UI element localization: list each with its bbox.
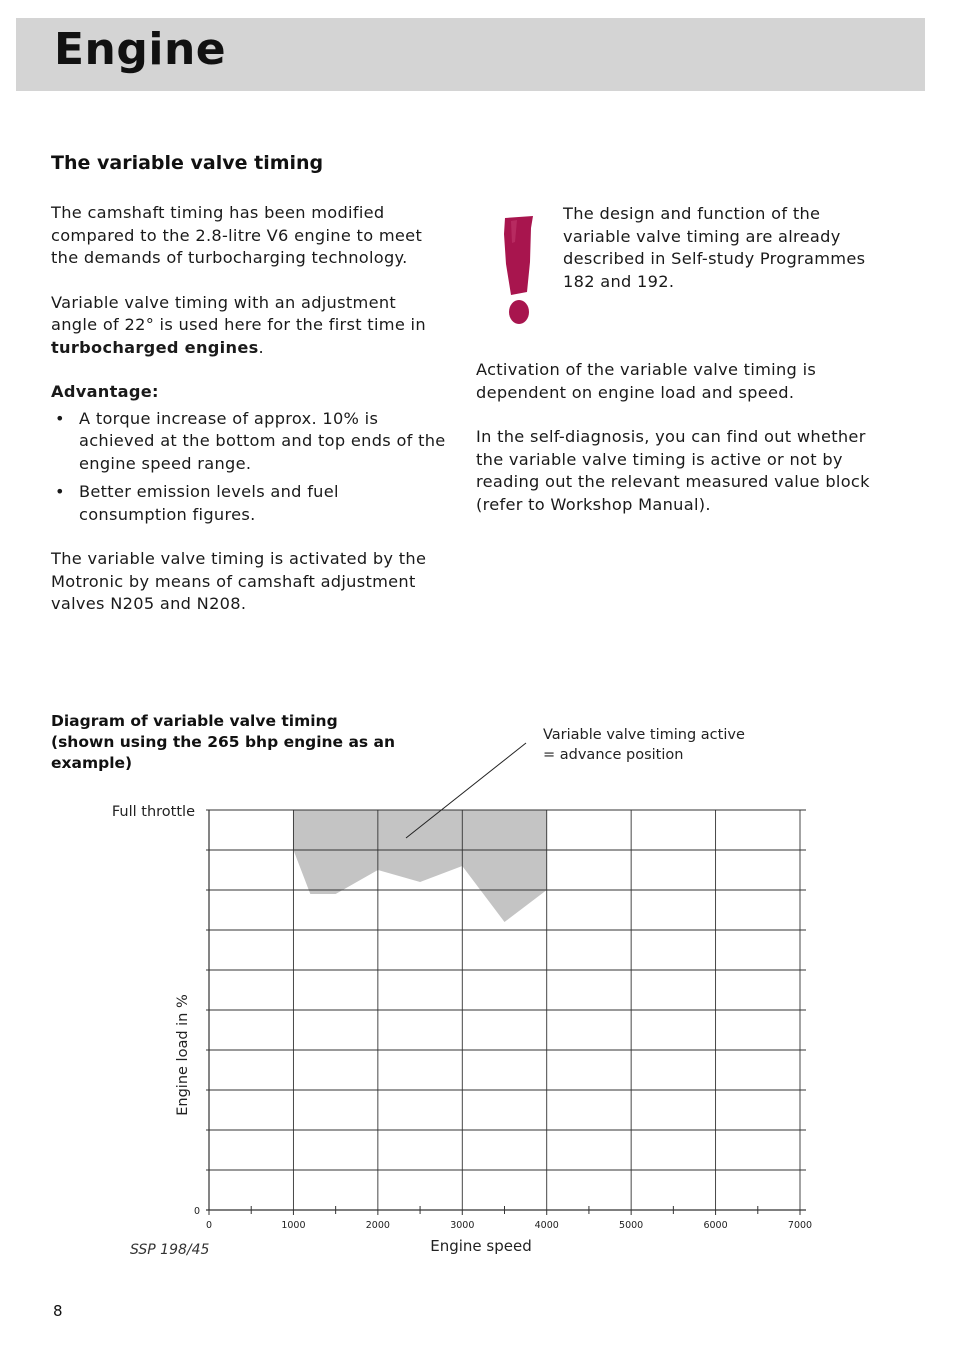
page-title: Engine <box>54 24 227 75</box>
bullet-icon: • <box>55 408 65 428</box>
advantage-heading: Advantage: <box>51 382 159 401</box>
x-tick-label: 0 <box>205 1220 213 1231</box>
y-axis-label: Engine load in % <box>175 994 191 1116</box>
note-text: The design and function of the variable valve timing are already described in Self-study Programmes 182 and 192. <box>563 204 866 291</box>
adjustment-angle-text: Variable valve timing with an adjustment angle of 22° is used here for the first time in <box>51 292 426 334</box>
x-tick-label: 6000 <box>703 1220 728 1231</box>
x-tick-label: 1000 <box>281 1220 306 1231</box>
x-axis-label: Engine speed <box>430 1237 532 1255</box>
diagram-title-line: (shown using the 265 bhp engine as an <box>51 733 396 751</box>
page-number: 8 <box>53 1302 63 1320</box>
diagram-title-line: Diagram of variable valve timing <box>51 712 338 730</box>
x-tick-label: 3000 <box>450 1220 475 1231</box>
paragraph-self-diagnosis: In the self-diagnosis, you can find out whether the variable valve timing is active or not by reading out the relevant measured value block (refer to Workshop Manual). <box>476 427 870 514</box>
turbocharged-engines-bold: turbocharged engines <box>51 337 259 357</box>
list-item-text: A torque increase of approx. 10% is achieved at the bottom and top ends of the engine speed range. <box>79 408 446 473</box>
y-tick-label: 0 <box>193 1206 200 1217</box>
paragraph-motronic: The variable valve timing is activated by the Motronic by means of camshaft adjustment valves N205 and N208. <box>51 549 427 613</box>
bullet-icon: • <box>55 482 65 501</box>
annotation-line: = advance position <box>543 747 684 763</box>
x-tick-label: 7000 <box>787 1220 813 1231</box>
paragraph-intro: The camshaft timing has been modified compared to the 2.8-litre V6 engine to meet the demands of turbocharging technology. <box>51 203 423 267</box>
full-throttle-label: Full throttle <box>111 804 195 820</box>
annotation-line: Variable valve timing active <box>543 727 745 743</box>
x-tick-label: 5000 <box>619 1220 644 1231</box>
diagram-title-line: example) <box>51 754 133 772</box>
source-label: SSP 198/45 <box>130 1242 210 1258</box>
adjustment-angle-period: . <box>258 337 264 357</box>
list-item-text: Better emission levels and fuel consumption figures. <box>79 482 339 524</box>
section-title: The variable valve timing <box>51 152 324 174</box>
paragraph-activation: Activation of the variable valve timing is dependent on engine load and speed. <box>476 360 817 402</box>
x-tick-label: 2000 <box>365 1220 390 1231</box>
x-tick-label: 4000 <box>534 1220 559 1231</box>
